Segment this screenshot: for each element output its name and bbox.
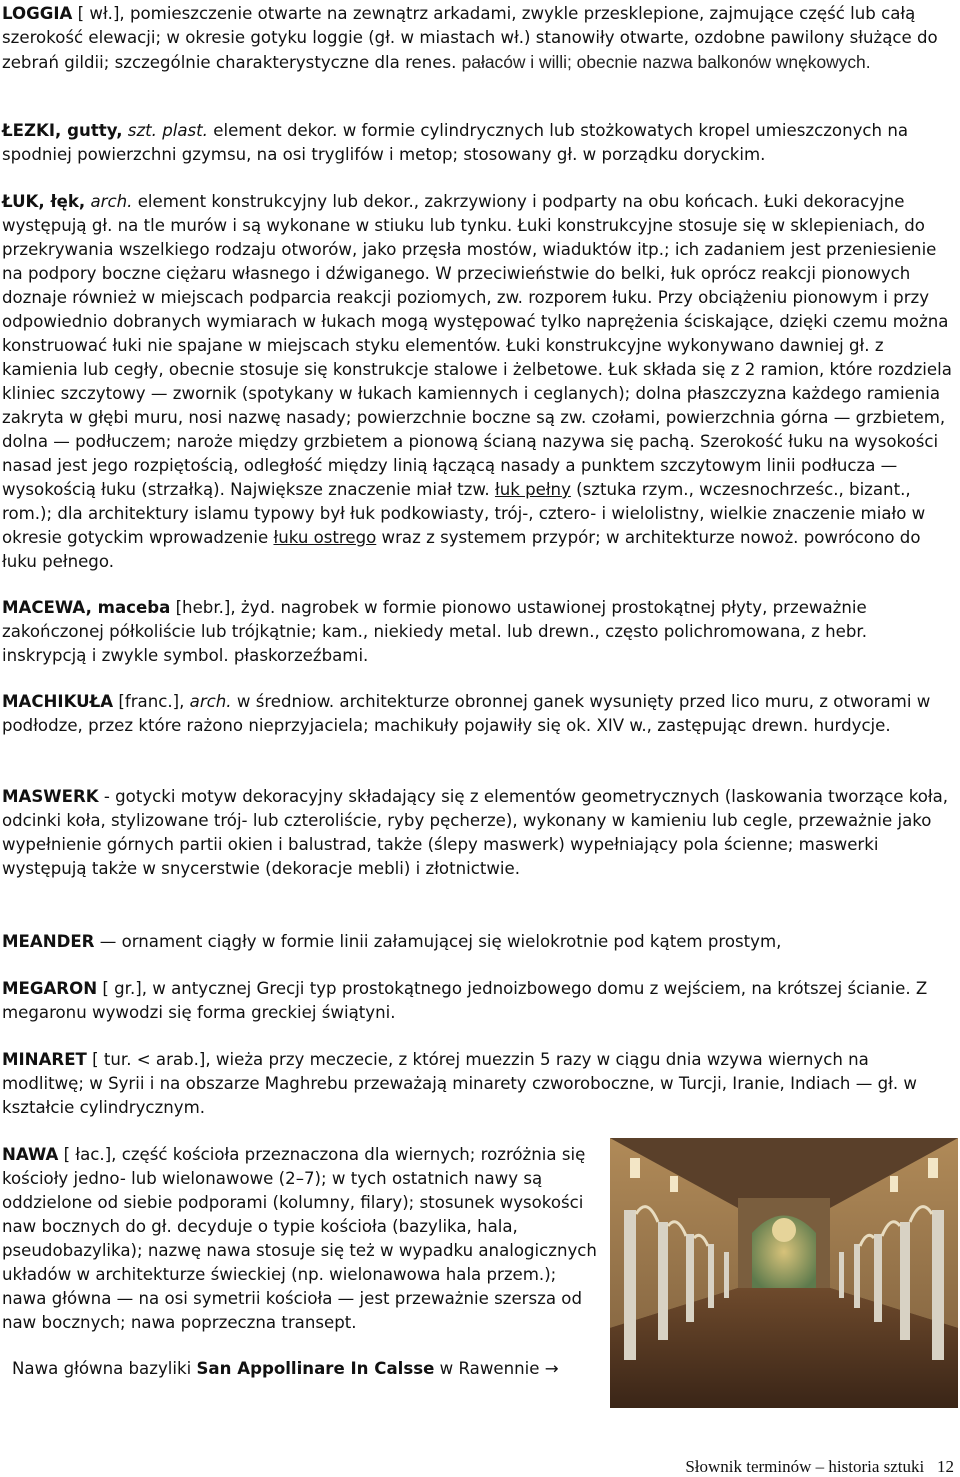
entry-macewa bbox=[2, 596, 952, 668]
entry-minaret bbox=[2, 1048, 952, 1120]
caption-text: Nawa główna bazyliki bbox=[12, 1359, 197, 1378]
entry-lezki bbox=[2, 119, 952, 167]
definition: [ łac.], część kościoła przeznaczona dla wiernych; rozróżnia się kościoły jedno- lub wielonawowe (2–7); w tych ostatnich nawy są oddzielone od siebie podporami (kolumny, filary); stosunek wysokości naw bocznych do gł. decyduje o typie kościoła (bazylika, hala, pseudobazylika); nazwę nawa stosuje się też w wypadku analogicznych układów w architekturze świeckiej (np. wielonawowa hala przem.); nawa główna — na osi symetrii kościoła — jest przeważnie szersza od naw bocznych; nawa poprzeczna transept. bbox=[2, 1145, 597, 1332]
definition: [ gr.], w antycznej Grecji typ prostokątnego jednoizbowego domu z wejściem, na krótszej ścianie. Z megaronu wywodzi się forma greckiej świątyni. bbox=[2, 979, 928, 1022]
definition: [ wł.], pomieszczenie otwarte na zewnątrz arkadami, zwykle przesklepione, zajmujące część lub całą szerokość elewacji; w okresie gotyku loggie (gł. w miastach wł.) stanowiły otwarte, ozdobne pawilony służące do zebrań gildii; szczególnie charakterystyczne dla renes. bbox=[2, 4, 938, 72]
term: LOGGIA bbox=[2, 4, 73, 23]
caption-basilica-name: San Appollinare In Calsse bbox=[196, 1359, 435, 1378]
definition: [franc.], bbox=[113, 692, 190, 711]
term: MASWERK bbox=[2, 787, 99, 806]
definition: — ornament ciągły w formie linii załamującej się wielokrotnie pod kątem prostym, bbox=[94, 932, 782, 951]
entry-nawa bbox=[2, 1143, 602, 1335]
definition: [ tur. < arab.], wieża przy meczecie, z której muezzin 5 razy w ciągu dnia wzywa wiernych na modlitwę; w Syrii i na obszarze Maghrebu przeważają minarety czworoboczne, w Turcji, Iranie, Indiach — gł. w kształcie cylindrycznym. bbox=[2, 1050, 917, 1117]
definition-continued: (sztuka rzym., wczesnochrześc., bizant., rom.); dla architektury islamu typowy był łuk podkowiasty, trój-, cztero- i wielolistny, wielkie znaczenie miało w okresie gotyckim wprowadzenie bbox=[2, 480, 926, 547]
abbreviation: szt. plast. bbox=[122, 121, 208, 140]
caption-location: w Rawennie bbox=[434, 1359, 545, 1378]
entry-loggia bbox=[2, 2, 952, 75]
image-caption bbox=[12, 1357, 559, 1381]
term: MACHIKUŁA bbox=[2, 692, 114, 711]
definition: [hebr.], żyd. nagrobek w formie pionowo ustawionej prostokątnej płyty, przeważnie zakończonej półkoliście lub trójkątnie; kam., niekiedy metal. lub drewn., często polichromowana, z hebr. inskrypcją i zwykle symbol. płaskorzeźbami. bbox=[2, 598, 867, 665]
link-luk-ostry[interactable]: łuku ostrego bbox=[273, 528, 377, 547]
page-number: 12 bbox=[937, 1457, 954, 1476]
term: MINARET bbox=[2, 1050, 87, 1069]
term: NAWA bbox=[2, 1145, 59, 1164]
definition-continued: pałaców i willi; obecnie nazwa balkonów wnękowych. bbox=[461, 52, 871, 72]
definition-continued: w formie cylindrycznych lub stożkowatych kropel umieszczonych na spodniej powierzchni gzymsu, na osi tryglifów i metop; stosowany gł. w porządku doryckim. bbox=[2, 121, 909, 164]
arrow-right-icon: → bbox=[544, 1359, 559, 1378]
term: MEGARON bbox=[2, 979, 98, 998]
definition: element dekor. bbox=[207, 121, 338, 140]
entry-machikula bbox=[2, 690, 952, 738]
footer-title: Słownik terminów – historia sztuki bbox=[685, 1457, 925, 1476]
term: ŁUK, łęk, bbox=[2, 192, 86, 211]
entry-maswerk bbox=[2, 785, 952, 881]
entry-megaron bbox=[2, 977, 952, 1025]
page-footer bbox=[685, 1457, 954, 1477]
definition: - gotycki motyw dekoracyjny składający się z elementów geometrycznych (laskowania tworzące koła, odcinki koła, stylizowane trój- lub czteroliście, ryby pęcherze), wykonany w kamieniu lub cegle, przeważnie jako wypełnienie górnych partii okien i balustrad, także (ślepy maswerk) wypełniający pola ścienne; maswerki występują także w snycerstwie (dekoracje mebli) i złotnictwie. bbox=[2, 787, 949, 878]
definition: element konstrukcyjny lub dekor., zakrzywiony i podparty na obu końcach. Łuki dekoracyjne występują gł. na tle murów i są wykonane w stiuku lub tynku. Łuki konstrukcyjne stosuje się w sklepieniach, do przekrywania wszelkiego rodzaju otworów, jako przęsła mostów, wiaduktów itp.; ich zadaniem jest przeniesienie na podpory boczne ciężaru własnego i dźwiganego. W przeciwieństwie do belki, łuk oprócz reakcji pionowych doznaje również w miejscach podparcia reakcji poziomych, zw. rozporem łuku. Przy obciążeniu pionowym i przy odpowiednio dobranych wymiarach w łukach mogą występować tylko naprężenia ściskające, dzięki czemu można konstruować łuki nie spajane w miejscach styku elementów. Łuki konstrukcyjne wykonywano dawniej gł. z kamienia lub cegły, obecnie stosuje się konstrukcje stalowe i żelbetowe. Łuk składa się z 2 ramion, które rozdziela kliniec szczytowy — zwornik (spotykany w łukach kamiennych i ceglanych); dolna płaszczyzna każdego ramienia zakryta w głębi muru, nosi nazwę nasady; powierzchnie boczne są zw. czołami, powierzchnia górna — grzbietem, dolna — podłuczem; naroże między grzbietem a pionową ścianą nazywa się pachą. Szerokość łuku na wysokości nasad jest jego rozpiętością, odległość między linią łączącą nasady a punktem szczytowym linii podłucza — wysokością łuku (strzałką). Największe znaczenie miał tzw. bbox=[2, 192, 952, 499]
abbreviation: arch. bbox=[189, 692, 232, 711]
entry-meander bbox=[2, 930, 952, 954]
abbreviation: arch. bbox=[85, 192, 133, 211]
definition-continued: w średniow. architekturze obronnej ganek wysunięty przed lico muru, z otworami w podłodze, przez które rażono nieprzyjaciela; machikuły pojawiły się ok. XIV w., zastępując drewn. hurdycje. bbox=[2, 692, 931, 735]
definition-end: wraz z systemem przypór; w architekturze nowoż. powrócono do łuku pełnego. bbox=[2, 528, 921, 571]
link-luk-pelny[interactable]: łuk pełny bbox=[494, 480, 571, 499]
term: ŁEZKI, gutty, bbox=[2, 121, 123, 140]
basilica-nave-photo bbox=[610, 1138, 958, 1408]
term: MEANDER bbox=[2, 932, 95, 951]
term: MACEWA, maceba bbox=[2, 598, 171, 617]
entry-luk bbox=[2, 190, 952, 574]
